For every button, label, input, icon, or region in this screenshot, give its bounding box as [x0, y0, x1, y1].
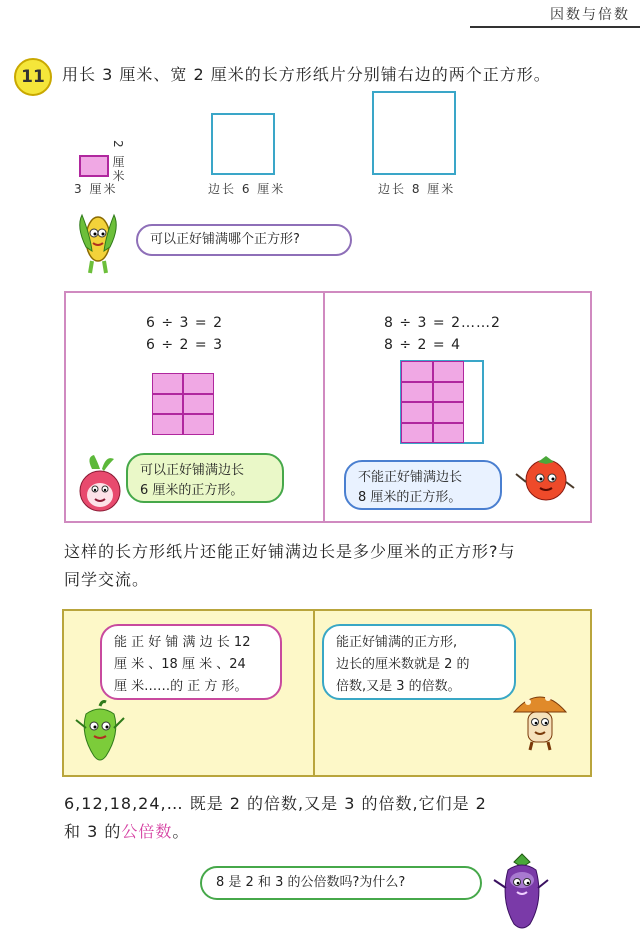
tile: [433, 382, 465, 403]
answer-left-line3: 厘 米……的 正 方 形。: [114, 679, 248, 694]
answer-bubble-right: [322, 624, 516, 700]
discussion-line1: 这样的长方形纸片还能正好铺满边长是多少厘米的正方形?与: [64, 542, 516, 561]
left-result-line2: 6 厘米的正方形。: [140, 483, 244, 498]
answer-left-line1: 能 正 好 铺 满 边 长 12: [114, 635, 251, 650]
answer-right-line1: 能正好铺满的正方形,: [336, 635, 458, 650]
right-calc: [384, 312, 501, 356]
small-rect-height-label: 2 厘米: [111, 140, 125, 184]
tile: [401, 382, 433, 403]
conclusion-line2-prefix: 和 3 的: [64, 822, 122, 841]
tile: [401, 361, 433, 382]
eggplant-character-icon: [490, 852, 554, 936]
small-rect-width-label: 3 厘米: [74, 182, 118, 196]
radish-character-icon: [72, 455, 128, 515]
answer-bubble-left: [100, 624, 282, 700]
question-bubble: [136, 224, 352, 256]
final-question-bubble: [200, 866, 482, 900]
answer-left-line2: 厘 米 、18 厘 米 、24: [114, 657, 246, 672]
discussion-panel-divider: [313, 610, 315, 776]
square-6cm: [211, 113, 275, 175]
tile: [152, 394, 183, 415]
common-multiple-term: 公倍数: [121, 822, 173, 841]
tiled-square-8cm: [401, 361, 464, 443]
right-result-line1: 不能正好铺满边长: [358, 470, 463, 485]
tiled-square-6cm: [152, 373, 214, 435]
tile: [152, 414, 183, 435]
right-calc-line1: 8 ÷ 3 = 2……2: [384, 315, 501, 331]
tile: [183, 414, 214, 435]
tile: [183, 394, 214, 415]
small-rectangle: [79, 155, 109, 177]
left-calc-line2: 6 ÷ 2 = 3: [146, 337, 223, 353]
conclusion-line2: [64, 818, 624, 846]
right-calc-line2: 8 ÷ 2 = 4: [384, 337, 461, 353]
problem-text: 用长 3 厘米、宽 2 厘米的长方形纸片分别铺右边的两个正方形。: [62, 65, 551, 84]
conclusion-line2-suffix: 。: [172, 822, 190, 841]
tile: [401, 423, 433, 444]
pepper-character-icon: [72, 700, 128, 766]
left-result-bubble: [126, 453, 284, 503]
square-8cm: [372, 91, 456, 175]
conclusion-paragraph: [64, 790, 624, 846]
square-8cm-label: 边长 8 厘米: [378, 182, 456, 196]
tomato-character-icon: [512, 452, 576, 506]
tile: [183, 373, 214, 394]
header-underline: [470, 26, 640, 28]
tile: [152, 373, 183, 394]
conclusion-line1: 6,12,18,24,… 既是 2 的倍数,又是 3 的倍数,它们是 2: [64, 794, 487, 813]
discussion-paragraph: [64, 538, 624, 594]
discussion-line2: 同学交流。: [64, 570, 150, 589]
question-bubble-text: 可以正好铺满哪个正方形?: [150, 232, 300, 247]
right-result-bubble: [344, 460, 502, 510]
left-calc-line1: 6 ÷ 3 = 2: [146, 315, 223, 331]
tile: [401, 402, 433, 423]
problem-number-badge: 11: [14, 58, 52, 96]
section-title: 因数与倍数: [550, 7, 630, 23]
comparison-panel-divider: [323, 292, 325, 522]
tile: [433, 423, 465, 444]
final-question-text: 8 是 2 和 3 的公倍数吗?为什么?: [216, 875, 406, 890]
right-result-line2: 8 厘米的正方形。: [358, 490, 462, 505]
square-6cm-label: 边长 6 厘米: [208, 182, 286, 196]
answer-right-line3: 倍数,又是 3 的倍数。: [336, 679, 461, 694]
corn-character-icon: [68, 207, 128, 275]
tile: [433, 402, 465, 423]
answer-right-line2: 边长的厘米数就是 2 的: [336, 657, 470, 672]
left-result-line1: 可以正好铺满边长: [140, 463, 245, 478]
tile: [433, 361, 465, 382]
left-calc: [146, 312, 223, 356]
mushroom-character-icon: [510, 686, 570, 752]
